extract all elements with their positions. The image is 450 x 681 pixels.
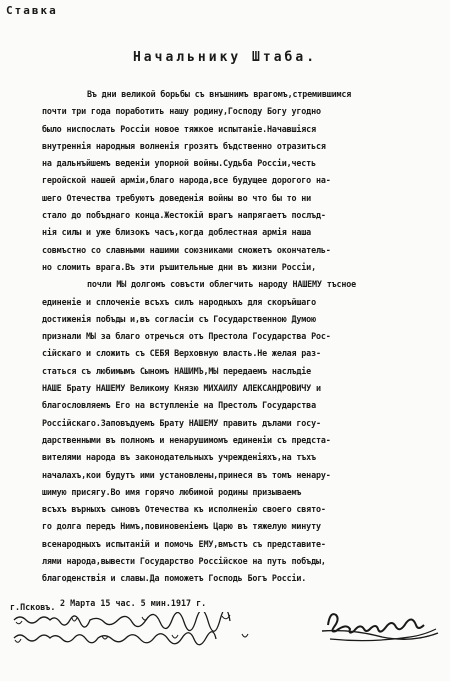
text-line: НАШЕ Брату НАШЕМУ Великому Князю МИХАИЛУ АЛЕКСАНДРОВИЧУ и — [42, 383, 321, 394]
text-line: достиженія побъды и,въ согласіи съ Государственною Думою — [42, 313, 316, 324]
document-header: Ставка — [6, 4, 58, 17]
text-line: признали МЫ за благо отречься отъ Престола Государства Рос- — [42, 331, 331, 342]
text-line: благоденствія и славы.Да поможетъ Господь Богъ Россіи. — [42, 573, 307, 584]
text-line: почти три года поработить нашу родину,Господу Богу угодно — [42, 106, 321, 117]
text-line: геройской нашей арміи,благо народа,все будущее дорогого на- — [42, 175, 331, 186]
countersign-handwriting — [12, 612, 262, 648]
text-line: нія силы и уже близокъ часъ,когда доблестная армія наша — [42, 227, 312, 238]
text-line: единеніе и сплоченіе всъхъ силъ народныхъ для скоръйшаго — [42, 296, 316, 307]
tsar-signature — [320, 595, 440, 650]
text-line: го долга передъ Нимъ,повиновеніемъ Царю въ тяжелую минуту — [42, 521, 321, 532]
text-line: шимую присягу.Во имя горячо любимой родины призываемъ — [42, 486, 302, 497]
text-line: статься съ любимымъ Сыномъ НАШИМЪ,МЫ передаемъ наслъдіе — [42, 365, 312, 376]
text-line: благословляемъ Его на вступленіе на Престолъ Государства — [42, 400, 316, 411]
text-line: началахъ,кои будутъ ими установлены,принеся въ томъ ненару- — [42, 469, 331, 480]
date-line: 2 Марта 15 час. 5 мин.1917 г. — [60, 598, 207, 608]
text-line: вителями народа въ законодательныхъ учрежденіяхъ,на тъхъ — [42, 452, 316, 463]
text-line: стало до побъднаго конца.Жестокій врагъ напрягаетъ послъд- — [42, 210, 326, 221]
text-line: Въ дни великой борьбы съ внъшнимъ врагомъ,стремившимся — [87, 89, 352, 99]
document-body — [42, 86, 442, 588]
text-line: дарственными въ полномъ и ненарушимомъ единеніи съ предста- — [42, 434, 331, 445]
addressee-title: Начальнику Штаба. — [132, 50, 318, 65]
place-line: г.Псковъ. — [10, 602, 56, 612]
text-line: внутреннія народныя волненія грозятъ бъдственно отразиться — [42, 140, 326, 151]
text-line: на дальнъйшемъ веденіи упорной войны.Судьба Россіи,честь — [42, 158, 316, 169]
text-line: совмъстно со славными нашими союзниками сможетъ окончатель- — [42, 244, 331, 255]
text-line: всенародныхъ испытаній и помочь ЕМУ,вмъстъ съ представите- — [42, 538, 326, 549]
text-line: шего Отечества требуютъ доведенія войны во что бы то ни — [42, 192, 312, 203]
text-line: лями народа,вывести Государство Россійское на путь побъды, — [42, 556, 326, 567]
text-line: сійскаго и сложить съ СЕБЯ Верховную власть.Не желая раз- — [42, 348, 321, 359]
text-line: Россійскаго.Заповъдуемъ Брату НАШЕМУ править дълами госу- — [42, 417, 321, 428]
text-line: было ниспослать Россіи новое тяжкое испытаніе.Начавшіяся — [42, 123, 316, 134]
text-line: всъхъ върныхъ сыновъ Отечества къ исполненію своего свято- — [42, 504, 326, 515]
text-line: но сломить врага.Въ эти ръшительные дни въ жизни Россіи, — [42, 261, 316, 272]
text-line: почли МЫ долгомъ совъсти облегчить народу НАШЕМУ тъсное — [87, 279, 357, 290]
